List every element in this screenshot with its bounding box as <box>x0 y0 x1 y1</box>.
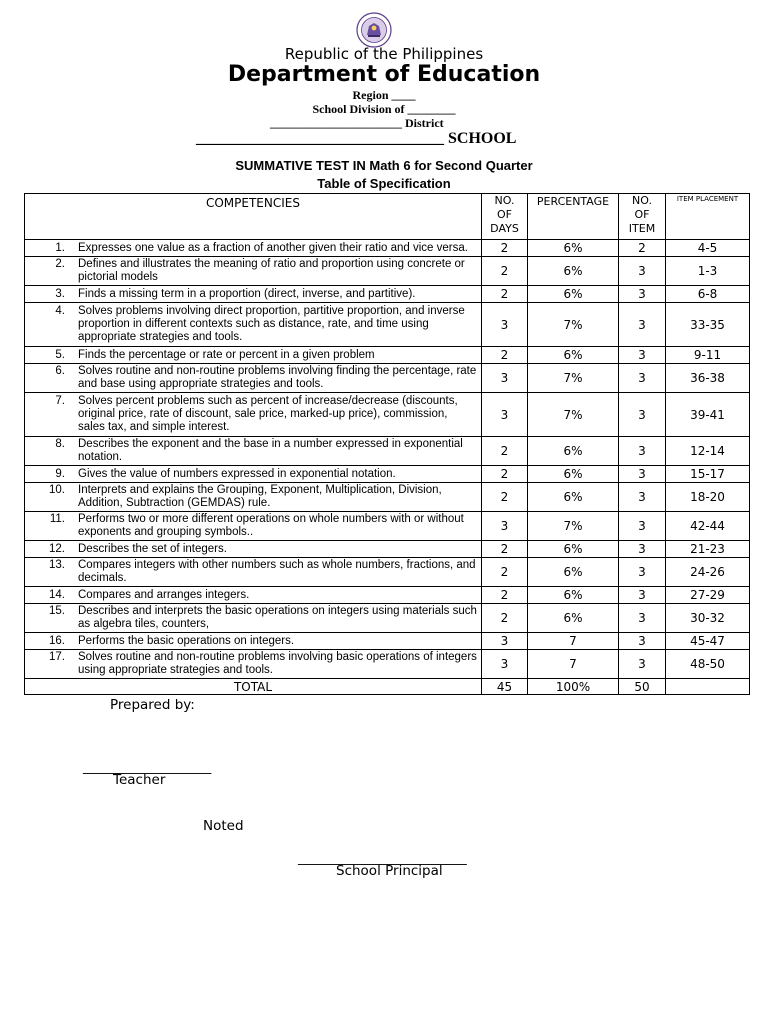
items-cell: 3 <box>619 650 666 679</box>
competency-text: Defines and illustrates the meaning of ratio and proportion using concrete or pictorial models <box>78 258 465 283</box>
days-cell: 3 <box>482 650 528 679</box>
header-items: NO. OF ITEM <box>619 194 666 240</box>
table-row <box>25 364 750 393</box>
items-cell: 3 <box>619 541 666 558</box>
placement-cell: 24-26 <box>666 558 750 587</box>
days-cell: 2 <box>482 257 528 286</box>
table-title: Table of Specification <box>317 176 451 191</box>
competency-number: 1. <box>55 241 65 254</box>
division-line: School Division of ________ <box>312 102 456 116</box>
items-cell: 3 <box>619 466 666 483</box>
items-cell: 3 <box>619 604 666 633</box>
table-row <box>25 650 750 679</box>
days-cell: 2 <box>482 541 528 558</box>
competency-number: 7. <box>55 395 65 407</box>
teacher-signature-line: ___________________ <box>83 759 212 775</box>
items-cell: 3 <box>619 364 666 393</box>
competency-cell <box>25 558 482 587</box>
competency-cell <box>25 364 482 393</box>
table-row <box>25 466 750 483</box>
percentage-cell: 6% <box>528 483 619 512</box>
percentage-cell: 7 <box>528 633 619 650</box>
days-cell: 3 <box>482 633 528 650</box>
table-row <box>25 604 750 633</box>
days-cell: 3 <box>482 512 528 541</box>
competency-cell <box>25 633 482 650</box>
district-line: ______________________ District <box>270 116 444 130</box>
percentage-cell: 7% <box>528 364 619 393</box>
competency-number: 16. <box>49 634 65 647</box>
table-row <box>25 303 750 347</box>
competency-text: Solves percent problems such as percent of increase/decrease (discounts, original price, rate of discount, sale price, marked-up price), commission, sales tax, and simple interest. <box>78 395 458 433</box>
placement-cell: 15-17 <box>666 466 750 483</box>
department-heading: Department of Education <box>227 62 541 87</box>
competency-cell <box>25 650 482 679</box>
principal-signature-line: _________________________ <box>298 850 467 866</box>
competency-text: Solves routine and non-routine problems involving basic operations of integers using appropriate strategies and tools. <box>78 651 477 676</box>
table-row <box>25 437 750 466</box>
competency-text: Compares integers with other numbers such as whole numbers, fractions, and decimals. <box>78 559 476 584</box>
items-cell: 3 <box>619 393 666 437</box>
items-cell: 3 <box>619 633 666 650</box>
items-cell: 3 <box>619 347 666 364</box>
competency-text: Finds the percentage or rate or percent in a given problem <box>78 348 375 361</box>
competency-text: Finds a missing term in a proportion (direct, inverse, and partitive). <box>78 287 416 300</box>
table-row <box>25 541 750 558</box>
competency-number: 12. <box>49 542 65 555</box>
competency-cell <box>25 483 482 512</box>
competency-cell <box>25 286 482 303</box>
placement-cell: 18-20 <box>666 483 750 512</box>
table-row <box>25 483 750 512</box>
percentage-cell: 7 <box>528 650 619 679</box>
competency-text: Performs two or more different operations on whole numbers with or without exponents and grouping symbols.. <box>78 513 464 538</box>
table-row <box>25 587 750 604</box>
competency-text: Solves problems involving direct proportion, partitive proportion, and inverse proportion in different contexts such as distance, rate, and time using appropriate strategies and tools. <box>78 305 465 343</box>
placement-cell: 45-47 <box>666 633 750 650</box>
deped-seal-logo <box>356 12 392 48</box>
competency-number: 13. <box>49 559 65 571</box>
percentage-cell: 7% <box>528 512 619 541</box>
table-row <box>25 512 750 541</box>
competency-text: Describes the exponent and the base in a number expressed in exponential notation. <box>78 438 463 463</box>
competency-cell <box>25 347 482 364</box>
percentage-cell: 6% <box>528 286 619 303</box>
competency-number: 2. <box>55 258 65 270</box>
placement-cell: 33-35 <box>666 303 750 347</box>
days-cell: 2 <box>482 286 528 303</box>
days-cell: 2 <box>482 466 528 483</box>
days-cell: 2 <box>482 483 528 512</box>
header-percentage: PERCENTAGE <box>528 194 619 240</box>
competency-cell <box>25 240 482 257</box>
percentage-cell: 6% <box>528 466 619 483</box>
placement-cell: 6-8 <box>666 286 750 303</box>
competency-cell <box>25 466 482 483</box>
table-row <box>25 558 750 587</box>
competency-text: Solves routine and non-routine problems involving finding the percentage, rate and base using appropriate strategies and tools. <box>78 365 477 390</box>
competency-number: 4. <box>55 305 65 317</box>
prepared-by-label: Prepared by: <box>110 697 195 713</box>
items-cell: 2 <box>619 240 666 257</box>
competency-text: Describes the set of integers. <box>78 542 227 555</box>
header-days: NO. OF DAYS <box>482 194 528 240</box>
competency-number: 10. <box>49 484 65 496</box>
competency-text: Expresses one value as a fraction of another given their ratio and vice versa. <box>78 241 468 254</box>
placement-cell: 27-29 <box>666 587 750 604</box>
days-cell: 3 <box>482 364 528 393</box>
competency-cell <box>25 541 482 558</box>
competency-cell <box>25 437 482 466</box>
noted-label: Noted <box>203 818 244 834</box>
competency-cell <box>25 604 482 633</box>
days-cell: 3 <box>482 393 528 437</box>
competency-cell <box>25 257 482 286</box>
competency-number: 17. <box>49 651 65 663</box>
placement-cell: 42-44 <box>666 512 750 541</box>
competency-number: 8. <box>55 438 65 450</box>
header-competencies: COMPETENCIES <box>25 194 482 240</box>
days-cell: 2 <box>482 437 528 466</box>
percentage-cell: 6% <box>528 240 619 257</box>
placement-cell: 36-38 <box>666 364 750 393</box>
table-row <box>25 347 750 364</box>
placement-cell: 48-50 <box>666 650 750 679</box>
table-header-row <box>25 194 750 240</box>
competency-text: Interprets and explains the Grouping, Exponent, Multiplication, Division, Addition, Subtraction (GEMDAS) rule. <box>78 484 442 509</box>
competency-text: Performs the basic operations on integers. <box>78 634 295 647</box>
items-cell: 3 <box>619 558 666 587</box>
placement-cell: 21-23 <box>666 541 750 558</box>
test-title: SUMMATIVE TEST IN Math 6 for Second Quarter <box>235 158 533 173</box>
competency-number: 15. <box>49 605 65 617</box>
items-cell: 3 <box>619 303 666 347</box>
competency-number: 5. <box>55 348 65 361</box>
school-line: _______________________________ SCHOOL <box>196 130 517 147</box>
total-placement <box>666 679 750 695</box>
items-cell: 3 <box>619 587 666 604</box>
items-cell: 3 <box>619 483 666 512</box>
items-cell: 3 <box>619 257 666 286</box>
placement-cell: 4-5 <box>666 240 750 257</box>
total-days: 45 <box>482 679 528 695</box>
percentage-cell: 6% <box>528 437 619 466</box>
days-cell: 2 <box>482 240 528 257</box>
placement-cell: 12-14 <box>666 437 750 466</box>
percentage-cell: 6% <box>528 541 619 558</box>
specification-table <box>24 193 750 695</box>
placement-cell: 30-32 <box>666 604 750 633</box>
competency-number: 9. <box>55 467 65 480</box>
competency-cell <box>25 587 482 604</box>
competency-text: Compares and arranges integers. <box>78 588 250 601</box>
placement-cell: 1-3 <box>666 257 750 286</box>
percentage-cell: 7% <box>528 303 619 347</box>
competency-text: Describes and interprets the basic operations on integers using materials such as algebra tiles, counters, <box>78 605 477 630</box>
republic-heading: Republic of the Philippines <box>284 45 484 63</box>
total-percentage: 100% <box>528 679 619 695</box>
principal-label: School Principal <box>336 863 443 879</box>
competency-cell <box>25 303 482 347</box>
total-items: 50 <box>619 679 666 695</box>
total-row <box>25 679 750 695</box>
percentage-cell: 7% <box>528 393 619 437</box>
items-cell: 3 <box>619 437 666 466</box>
percentage-cell: 6% <box>528 347 619 364</box>
competency-number: 3. <box>55 287 65 300</box>
table-row <box>25 393 750 437</box>
percentage-cell: 6% <box>528 604 619 633</box>
table-row <box>25 633 750 650</box>
days-cell: 2 <box>482 347 528 364</box>
days-cell: 2 <box>482 604 528 633</box>
percentage-cell: 6% <box>528 257 619 286</box>
table-row <box>25 286 750 303</box>
competency-number: 6. <box>55 365 65 377</box>
days-cell: 3 <box>482 303 528 347</box>
placement-cell: 9-11 <box>666 347 750 364</box>
competency-cell <box>25 393 482 437</box>
region-line: Region ____ <box>352 88 416 102</box>
table-row <box>25 257 750 286</box>
items-cell: 3 <box>619 512 666 541</box>
total-label: TOTAL <box>25 679 482 695</box>
competency-number: 14. <box>49 588 65 601</box>
percentage-cell: 6% <box>528 558 619 587</box>
table-row <box>25 240 750 257</box>
competency-text: Gives the value of numbers expressed in exponential notation. <box>78 467 396 480</box>
header-item-placement: ITEM PLACEMENT <box>666 194 750 240</box>
days-cell: 2 <box>482 558 528 587</box>
teacher-label: Teacher <box>113 772 166 788</box>
items-cell: 3 <box>619 286 666 303</box>
competency-number: 11. <box>49 513 65 525</box>
placement-cell: 39-41 <box>666 393 750 437</box>
percentage-cell: 6% <box>528 587 619 604</box>
days-cell: 2 <box>482 587 528 604</box>
competency-cell <box>25 512 482 541</box>
